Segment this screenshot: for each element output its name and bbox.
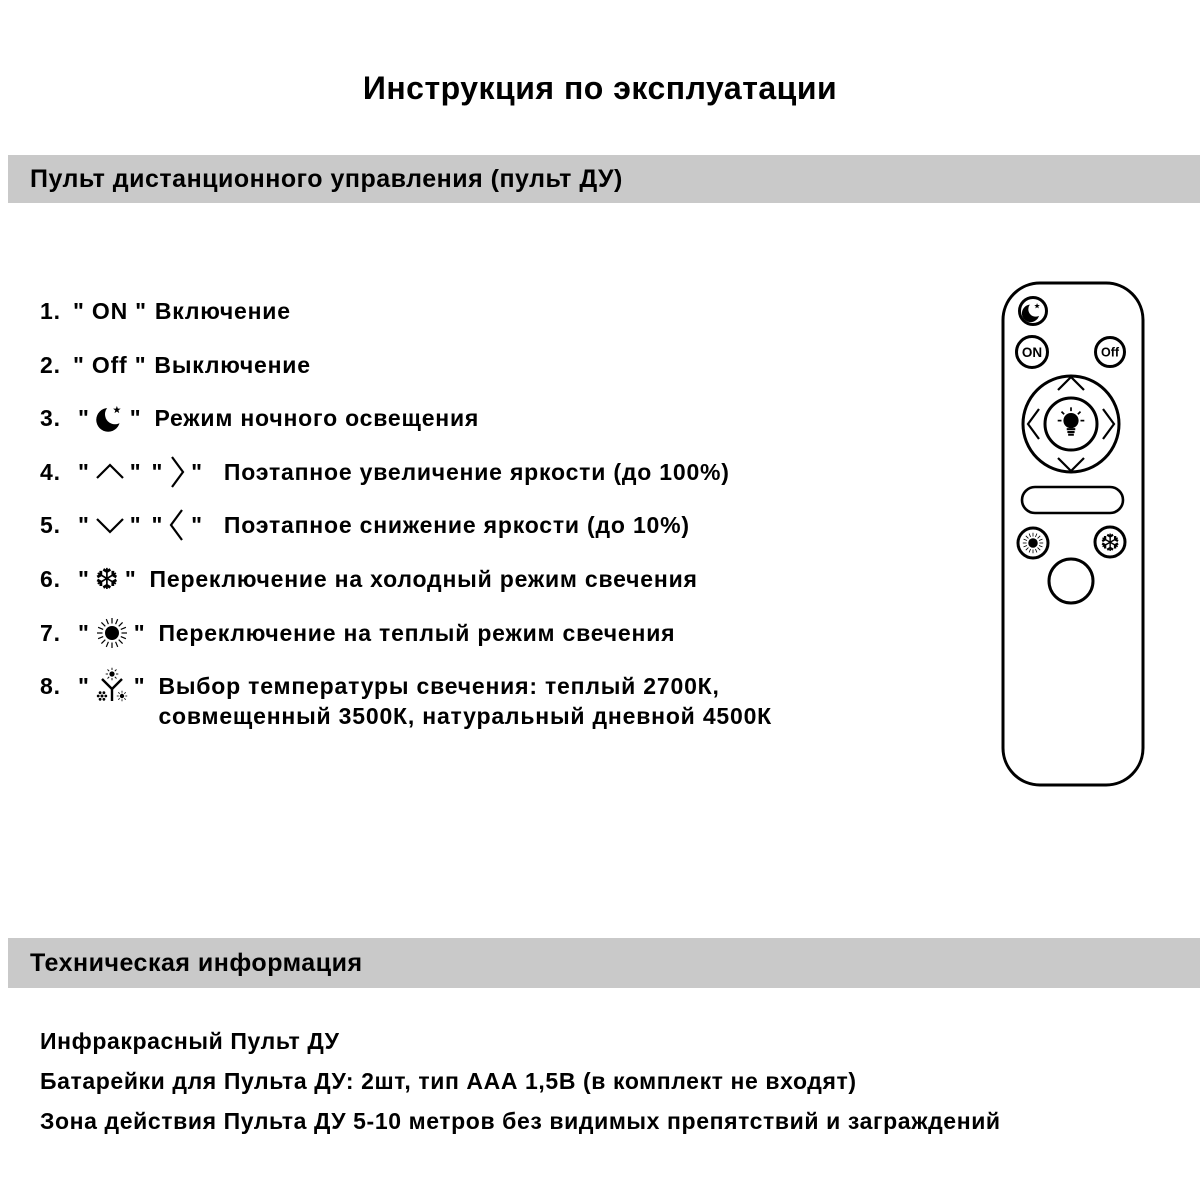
on-key-text: " ON " (73, 298, 147, 324)
list-item-cold-mode (40, 564, 698, 594)
item-number: 4. (40, 459, 61, 485)
chevron-down-icon (95, 515, 125, 535)
quote: " (78, 566, 90, 592)
snowflake-icon: ❆ (1099, 529, 1121, 557)
off-key-text: " Off " (73, 352, 147, 378)
quote: " (78, 512, 90, 538)
quote: " (151, 459, 164, 485)
list-item-warm-mode (40, 618, 675, 648)
section-header-tech-label: Техническая информация (30, 949, 363, 977)
tech-line-batteries: Батарейки для Пульта ДУ: 2шт, тип ААА 1,5В (в комплект не входят) (40, 1068, 857, 1094)
item-label: Переключение на холодный режим свечения (149, 566, 698, 592)
item-label-line1: Выбор температуры свечения: теплый 2700К, (158, 673, 720, 699)
remote-warm-button (1018, 528, 1048, 558)
item-number: 5. (40, 512, 61, 538)
chevron-up-icon (95, 462, 125, 482)
list-item-brightness-up (40, 457, 730, 487)
remote-pill-button (1022, 487, 1123, 513)
quote: " (133, 673, 146, 699)
remote-on-label: ON (1021, 345, 1043, 360)
remote-night-button (1020, 298, 1047, 325)
quote: " (78, 405, 90, 431)
quote: " (78, 673, 90, 699)
sun-icon (1023, 533, 1043, 553)
item-number: 7. (40, 620, 61, 646)
item-label: Режим ночного освещения (154, 405, 480, 431)
list-item-night-mode (40, 403, 479, 433)
sun-icon (95, 616, 129, 650)
moon-icon (95, 403, 125, 433)
remote-on-button (1017, 337, 1048, 368)
item-label: Переключение на теплый режим свечения (158, 620, 676, 646)
item-number: 1. (40, 298, 61, 324)
remote-off-label: Off (1100, 345, 1120, 360)
item-label-block (158, 671, 772, 731)
snowflake-icon: ❆ (94, 562, 120, 596)
quote: " (78, 620, 90, 646)
color-temperature-icon (95, 667, 129, 705)
remote-control-illustration (990, 278, 1155, 793)
list-item-off (40, 350, 311, 380)
list-item-brightness-down (40, 510, 690, 540)
quote: " (129, 512, 142, 538)
quote: " (124, 566, 137, 592)
quote: " (129, 459, 142, 485)
quote: " (151, 512, 164, 538)
item-label-line2: совмещенный 3500К, натуральный дневной 4500К (158, 703, 773, 729)
remote-dpad (1023, 376, 1119, 472)
section-header-remote-label: Пульт дистанционного управления (пульт ДУ) (30, 165, 623, 193)
tech-line-remote-type: Инфракрасный Пульт ДУ (40, 1028, 340, 1054)
quote: " (78, 459, 90, 485)
section-header-tech (8, 938, 1200, 988)
chevron-left-icon (168, 505, 186, 545)
remote-bottom-button (1049, 559, 1093, 603)
list-item-color-temperature (40, 671, 772, 735)
quote: " (129, 405, 142, 431)
item-label: Поэтапное увеличение яркости (до 100%) (223, 459, 730, 485)
tech-line-range: Зона действия Пульта ДУ 5-10 метров без видимых препятствий и заграждений (40, 1108, 1001, 1134)
quote: " (133, 620, 146, 646)
item-number: 3. (40, 405, 61, 431)
item-label: Выключение (154, 352, 311, 378)
section-header-remote (8, 155, 1200, 203)
item-label: Поэтапное снижение яркости (до 10%) (223, 512, 690, 538)
remote-cold-button (1095, 527, 1125, 557)
remote-off-button (1096, 338, 1125, 367)
item-number: 6. (40, 566, 61, 592)
quote: " (191, 512, 203, 538)
item-label: Включение (154, 298, 291, 324)
chevron-right-icon (168, 452, 186, 492)
page-title: Инструкция по эксплуатации (362, 70, 838, 106)
list-item-on (40, 296, 291, 326)
item-number: 2. (40, 352, 61, 378)
item-number: 8. (40, 673, 61, 699)
quote: " (191, 459, 203, 485)
